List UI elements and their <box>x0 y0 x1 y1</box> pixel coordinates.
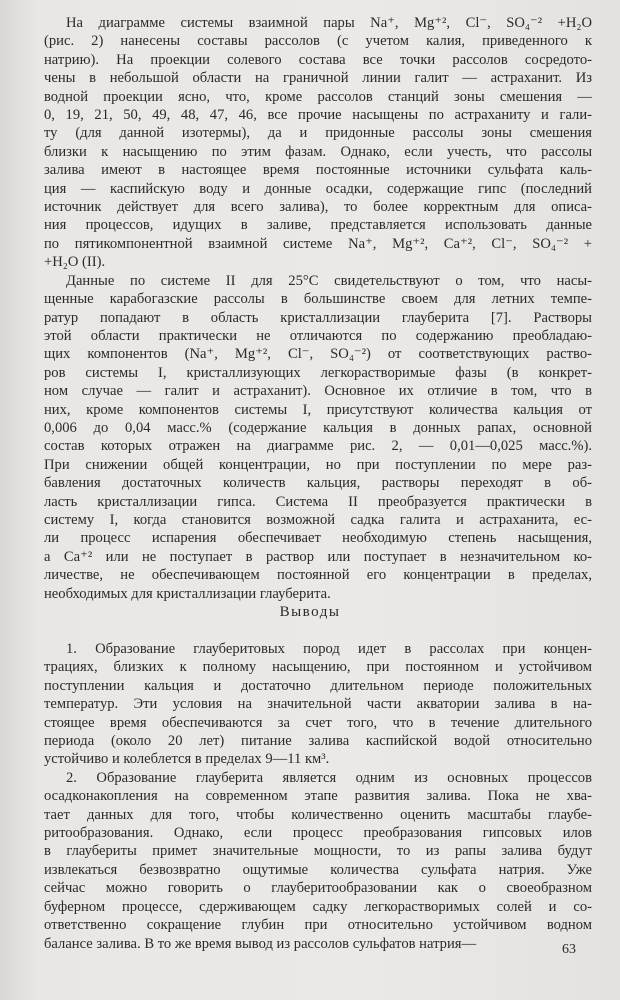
text-line: 0,006 до 0,04 масс.% (содержание кальция в донных рапах, основной <box>44 419 592 436</box>
text-line: осадконакопления на современном этапе развития залива. Пока не хва- <box>44 788 592 805</box>
text-line: ном случае — галит и астраханит). Основное их отличие в том, что в <box>44 383 592 400</box>
paragraph-1 <box>44 14 592 272</box>
text-line: трациях, близких к полному насыщению, при постоянном и устойчивом <box>44 659 592 676</box>
text-line: личестве, не обеспечивающем постоянной его концентрации в пределах, <box>44 567 592 584</box>
text-line: а Са⁺² или не поступает в раствор или поступает в незначительном ко- <box>44 548 592 565</box>
text-line: по пятикомпонентной взаимной системе Na⁺, Mg⁺², Ca⁺², Cl⁻, SO₄⁻² + <box>44 235 592 252</box>
text-line: ту (для данной изотермы), да и придонные рассолы зоны смешения <box>44 125 592 142</box>
text-line: извлекаться безвозвратно ощутимые количества сульфата натрия. Уже <box>44 861 592 878</box>
text-line: буферном процессе, сдерживающем садку легкорастворимых солей и со- <box>44 898 592 915</box>
text-line: натрию). На проекции солевого состава все точки рассолов сосредото- <box>44 51 592 68</box>
text-line: щенные карабогазские рассолы в большинстве своем для летних темпе- <box>44 291 592 308</box>
text-line: ласть кристаллизации гипса. Система II преобразуется практически в <box>44 493 592 510</box>
main-text <box>44 14 592 603</box>
text-line: 0, 19, 21, 50, 49, 48, 47, 46, все прочие насыщены по астраханиту и гали- <box>44 107 592 124</box>
text-line: ров системы I, кристаллизующих легкорастворимые фазы (в конкрет- <box>44 364 592 381</box>
text-line: сейчас можно говорить о глауберитообразовании как о своеобразном <box>44 880 592 897</box>
text-line: ли процесс испарения обеспечивает необходимую степень насыщения, <box>44 530 592 547</box>
text-line: в глаубериты примет значительные мощности, то из рапы залива будут <box>44 843 592 860</box>
section-heading: Выводы <box>279 604 341 620</box>
text-line: тает данных для того, чтобы количественно оценить масштабы глаубе- <box>44 806 592 823</box>
text-line: залива имеют в настоящее время постоянные источники сульфата каль- <box>44 162 592 179</box>
text-line: температур. Эти условия на значительной части акватории залива в на- <box>44 696 592 713</box>
text-line: щих компонентов (Na⁺, Mg⁺², Cl⁻, SO₄⁻²) от соответствующих раство- <box>44 346 592 363</box>
text-line: этой области практически не отличаются по содержанию преобладаю- <box>44 327 592 344</box>
text-line: ответственно сокращение глубин при относительно устойчивом водном <box>44 917 592 934</box>
text-line: 1. Образование глауберитовых пород идет в рассолах при концен- <box>66 641 592 657</box>
text-line: стоящее время обеспечиваются за счет того, что в течение длительного <box>44 714 592 731</box>
text-line: состав которых отражен на диаграмме рис. 2, — 0,01—0,025 масс.%). <box>44 438 592 455</box>
text-line: необходимых для кристаллизации глауберита. <box>44 585 331 602</box>
text-line: периода (около 20 лет) питание залива каспийской водой относительно <box>44 733 592 750</box>
text-line: близки к насыщению по этим фазам. Однако, если учесть, что рассолы <box>44 143 592 160</box>
text-line: балансе залива. В то же время вывод из рассолов сульфатов натрия— <box>44 935 477 952</box>
text-line: 2. Образование глауберита является одним из основных процессов <box>66 769 592 786</box>
text-line: ния процессов, идущих в заливе, представляется использовать данные <box>44 217 592 234</box>
text-line: бавления достаточных количеств кальция, растворы переходят в об- <box>44 475 592 492</box>
conclusion-2 <box>44 769 592 953</box>
page-number: 63 <box>562 942 576 957</box>
text-line: +H₂O (II). <box>44 254 106 271</box>
conclusions-text <box>44 640 592 953</box>
text-line: ратур попадают в область кристаллизации глауберита [7]. Растворы <box>44 309 592 326</box>
text-line: Данные по системе II для 25°С свидетельствуют о том, что насы- <box>66 272 592 289</box>
paragraph-2 <box>44 272 592 603</box>
conclusion-1 <box>44 640 592 769</box>
text-line: систему I, когда становится возможной садка галита и астраханита, ес- <box>44 511 592 528</box>
text-line: При снижении общей концентрации, но при поступлении по мере раз- <box>44 456 592 473</box>
text-line: (рис. 2) нанесены составы рассолов (с учетом калия, приведенного к <box>44 33 592 50</box>
text-line: На диаграмме системы взаимной пары Na⁺, Mg⁺², Cl⁻, SO₄⁻² +H₂O <box>66 15 592 31</box>
text-line: устойчиво и колеблется в пределах 9—11 км³. <box>44 751 330 768</box>
text-line: поступлении кальция и достаточно длительном периоде положительных <box>44 677 592 694</box>
text-line: источник действует для всего залива), то более корректным для описа- <box>44 199 592 216</box>
text-line: ция — каспийскую воду и донные осадки, содержащие гипс (последний <box>44 180 592 197</box>
text-line: чены в небольшой области на граничной линии галит — астраханит. Из <box>44 70 592 87</box>
text-line: водной проекции ясно, что, кроме рассолов станций зоны смешения — <box>44 88 592 105</box>
text-line: ритообразования. Однако, если процесс преобразования гипсовых илов <box>44 825 592 842</box>
text-line: них, кроме компонентов системы I, присутствуют количества кальция от <box>44 401 592 418</box>
